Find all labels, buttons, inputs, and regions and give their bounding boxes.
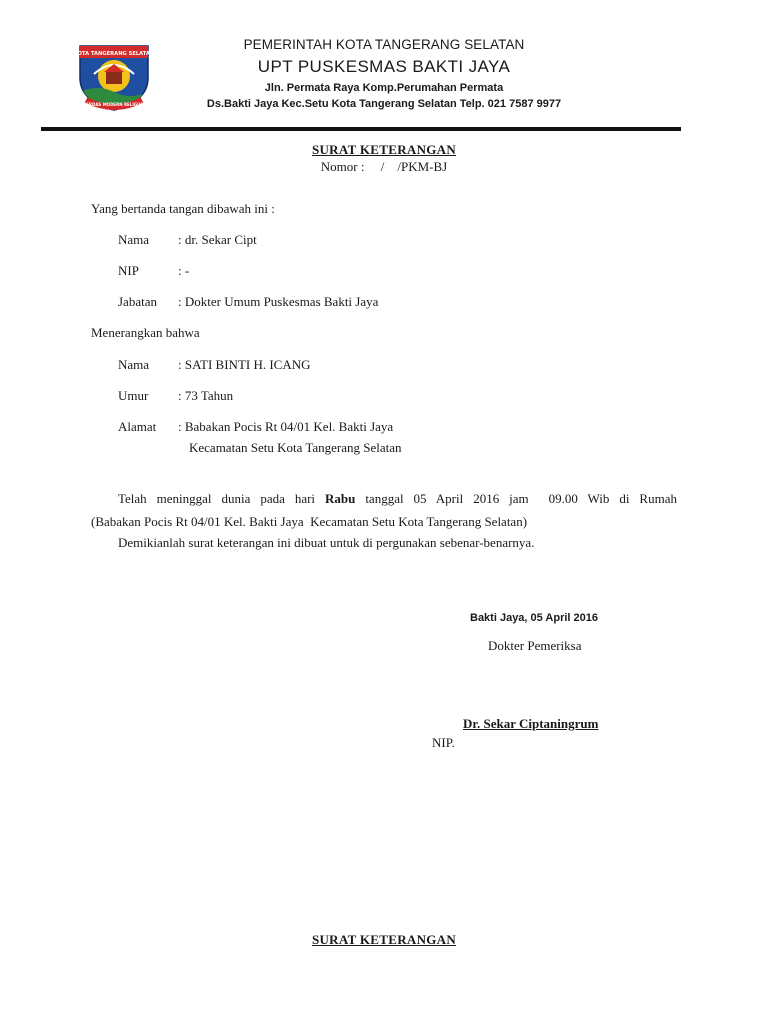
signer-nip-label: NIP (118, 263, 139, 278)
subject-address-value-2: Kecamatan Setu Kota Tangerang Selatan (189, 440, 402, 455)
signature-nip: NIP. (432, 735, 455, 750)
signature-place-date: Bakti Jaya, 05 April 2016 (470, 612, 599, 624)
death-statement-end: tanggal 05 April 2016 jam 09.00 Wib di Rumah (355, 491, 677, 506)
signature-name: Dr. Sekar Ciptaningrum (463, 716, 599, 731)
logo-caption-bottom: CERDAS MODERN RELIGIUS (83, 102, 145, 107)
intro-text: Yang bertanda tangan dibawah ini : (91, 201, 275, 216)
letterhead-government: PEMERINTAH KOTA TANGERANG SELATAN (243, 37, 525, 52)
signer-position-value: : Dokter Umum Puskesmas Bakti Jaya (178, 294, 379, 309)
death-statement-line-1 (91, 491, 677, 507)
letterhead-address-2: Ds.Bakti Jaya Kec.Setu Kota Tangerang Selatan Telp. 021 7587 9977 (206, 98, 562, 110)
signature-role: Dokter Pemeriksa (488, 638, 582, 653)
subject-address-value-1: : Babakan Pocis Rt 04/01 Kel. Bakti Jaya (178, 419, 394, 434)
subject-age-label: Umur (118, 388, 149, 403)
letterhead-address-1: Jln. Permata Raya Komp.Perumahan Permata (264, 82, 504, 94)
closing-statement: Demikianlah surat keterangan ini dibuat untuk di pergunakan sebenar-benarnya. (118, 535, 535, 550)
death-statement-paragraph (91, 491, 677, 507)
death-day: Rabu (325, 491, 356, 506)
document-number: Nomor : / /PKM-BJ (320, 159, 448, 174)
logo-caption-top: KOTA TANGERANG SELATAN (74, 51, 154, 57)
signer-name-label: Nama (118, 232, 150, 247)
signer-nip-value: : - (178, 263, 190, 278)
statement-text: Menerangkan bahwa (91, 325, 200, 340)
subject-name-value: : SATI BINTI H. ICANG (178, 357, 311, 372)
death-location-line: (Babakan Pocis Rt 04/01 Kel. Bakti Jaya Kecamatan Setu Kota Tangerang Selatan) (91, 514, 528, 529)
signer-name-value: : dr. Sekar Cipt (178, 232, 257, 247)
subject-name-label: Nama (118, 357, 150, 372)
letterhead-institution: UPT PUSKESMAS BAKTI JAYA (257, 57, 511, 76)
death-statement-start: Telah meninggal dunia pada hari (118, 491, 325, 506)
subject-age-value: : 73 Tahun (178, 388, 234, 403)
signer-position-label: Jabatan (118, 294, 157, 309)
subject-address-label: Alamat (118, 419, 157, 434)
document-title: SURAT KETERANGAN (311, 142, 457, 157)
letterhead-divider (41, 127, 681, 131)
next-page-title: SURAT KETERANGAN (311, 932, 457, 947)
